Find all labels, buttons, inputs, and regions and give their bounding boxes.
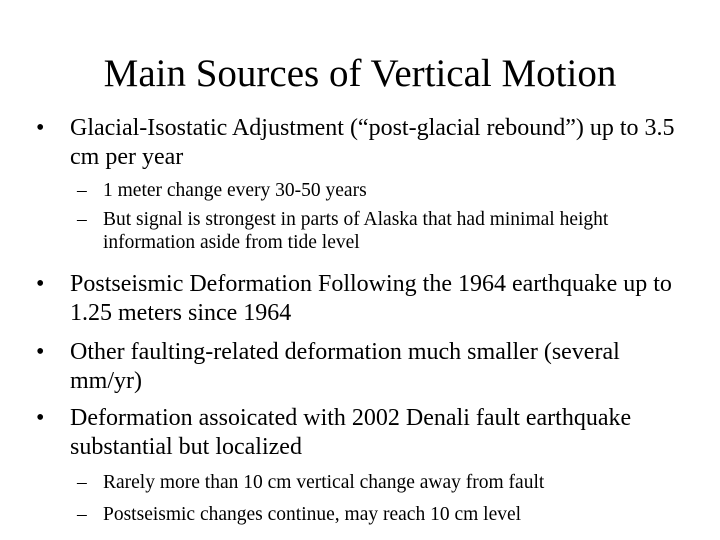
- dash-icon: –: [77, 180, 87, 201]
- bullet-item-faulting: [36, 338, 686, 396]
- bullet-item-glacial-isostatic: [36, 114, 686, 172]
- bullet-icon: •: [36, 405, 45, 431]
- sub-bullet-text: Postseismic changes continue, may reach 10 cm level: [103, 504, 522, 525]
- sub-bullet-item: [77, 208, 697, 254]
- bullet-icon: •: [36, 271, 45, 297]
- bullet-icon: •: [36, 339, 45, 365]
- dash-icon: –: [77, 209, 87, 230]
- slide-title: Main Sources of Vertical Motion: [103, 52, 617, 95]
- bullet-text: Other faulting-related deformation much smaller (several mm/yr): [70, 339, 620, 394]
- sub-bullet-item: [77, 179, 697, 202]
- dash-icon: –: [77, 472, 87, 493]
- sub-bullet-text: But signal is strongest in parts of Alaska that had minimal height information aside from tide level: [103, 209, 609, 253]
- bullet-text: Glacial-Isostatic Adjustment (“post-glacial rebound”) up to 3.5 cm per year: [70, 115, 675, 170]
- sub-bullet-item: [77, 471, 697, 494]
- sub-bullet-item: [77, 503, 697, 526]
- bullet-item-postseismic: [36, 270, 686, 328]
- sub-bullet-text: Rarely more than 10 cm vertical change away from fault: [103, 472, 545, 493]
- bullet-item-denali: [36, 404, 686, 462]
- sub-bullet-text: 1 meter change every 30-50 years: [103, 180, 367, 201]
- bullet-text: Postseismic Deformation Following the 1964 earthquake up to 1.25 meters since 1964: [70, 271, 672, 326]
- bullet-text: Deformation assoicated with 2002 Denali fault earthquake substantial but localized: [70, 405, 632, 460]
- bullet-icon: •: [36, 115, 45, 141]
- dash-icon: –: [77, 504, 87, 525]
